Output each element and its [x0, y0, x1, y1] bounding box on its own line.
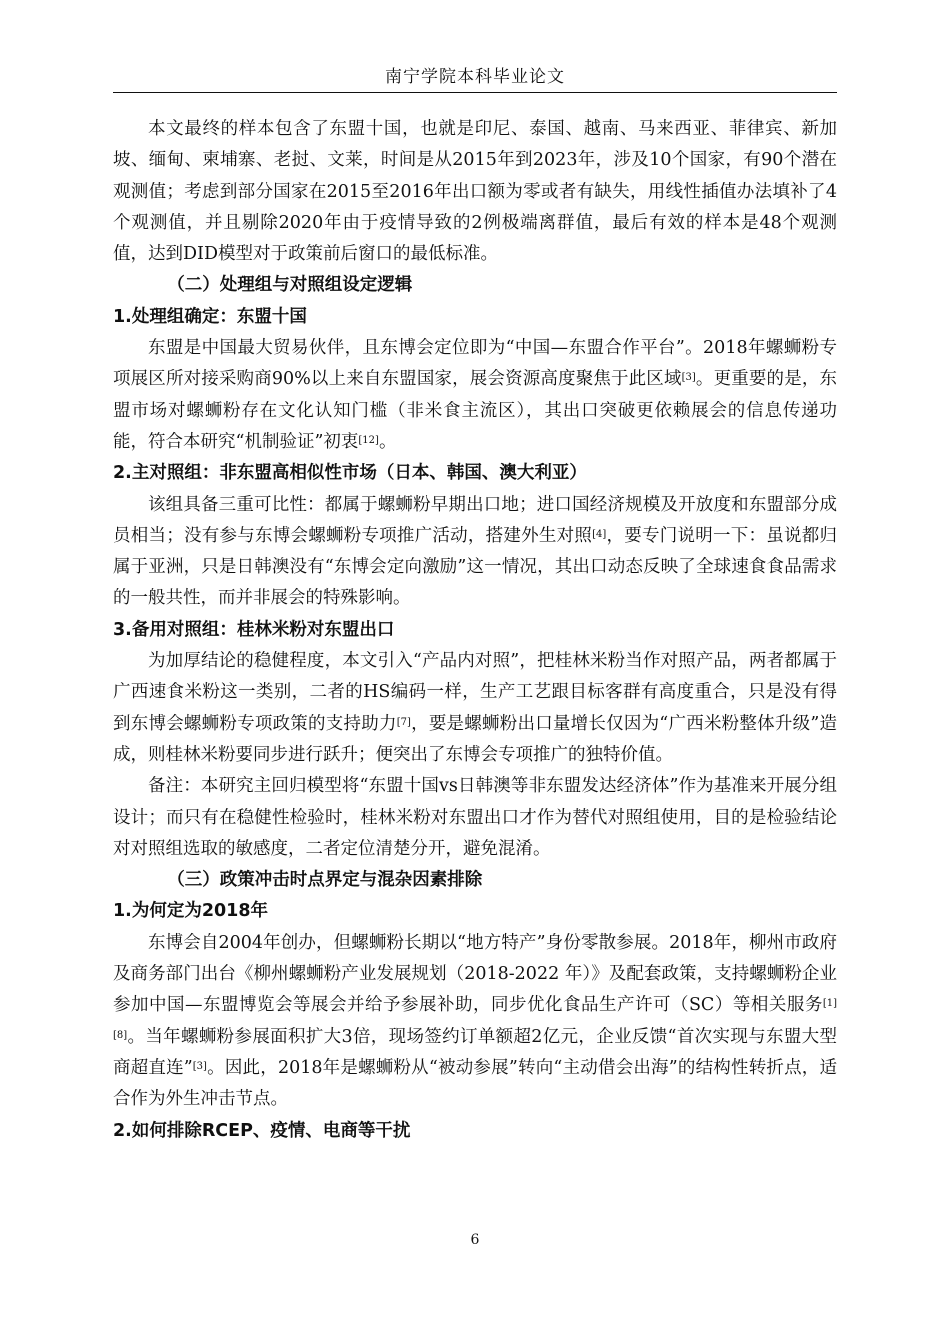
citation-ref: [3] — [192, 1060, 207, 1072]
paragraph-text: 东博会自2004年创办，但螺蛳粉长期以“地方特产”身份零散参展。2018年，柳州市政府及商务部门出台《柳州螺蛳粉产业发展规划（2018-2022 年）》及配套政策，支持螺蛳粉企业参加中国—东盟博览会等展会并给予参展补助，同步优化食品生产许可（SC）等相关服务 — [113, 932, 837, 1016]
paragraph-why-2018 — [113, 928, 837, 1116]
subheading-backup-control-group: 3.备用对照组：桂林米粉对东盟出口 — [113, 619, 395, 640]
paragraph-text: 。更重要的是，东盟市场对螺蛳粉存在文化认知门槛（非米食主流区），其出口突破更依赖展会的信息传递功能，符合本研究“机制验证”初衷 — [113, 369, 837, 452]
paragraph-text: ，要是螺蛳粉出口量增长仅因为“广西米粉整体升级”造成，则桂林米粉要同步进行跃升；便突出了东博会专项推广的独特价值。 — [113, 713, 837, 765]
page-number: 6 — [470, 1232, 480, 1248]
paragraph-note: 备注：本研究主回归模型将“东盟十国vs日韩澳等非东盟发达经济体”作为基准来开展分组设计；而只有在稳健性检验时，桂林米粉对东盟出口才作为替代对照组使用，目的是检验结论对对照组选取的敏感度，二者定位清楚分开，避免混淆。 — [113, 776, 837, 859]
paragraph-text: 东盟是中国最大贸易伙伴，且东博会定位即为“中国—东盟合作平台”。2018年螺蛳粉专项展区所对接采购商90%以上来自东盟国家，展会资源高度聚焦于此区域 — [113, 338, 837, 390]
paragraph-text: 该组具备三重可比性：都属于螺蛳粉早期出口地；进口国经济规模及开放度和东盟部分成员相当；没有参与东博会螺蛳粉专项推广活动，搭建外生对照 — [113, 494, 837, 546]
citation-ref: [12] — [358, 434, 379, 446]
paragraph-backup-control-group — [113, 646, 837, 771]
section-heading-2: （二）处理组与对照组设定逻辑 — [167, 275, 413, 296]
citation-ref: [4] — [592, 528, 607, 540]
citation-ref: [3] — [681, 372, 696, 384]
paragraph-text: 。 — [378, 431, 397, 452]
subheading-treatment-group: 1.处理组确定：东盟十国 — [113, 306, 307, 327]
subheading-why-2018: 1.为何定为2018年 — [113, 901, 269, 922]
paragraph-text: ，要专门说明一下：虽说都归属于亚洲，只是日韩澳没有“东博会定向激励”这一情况，其出口动态反映了全球速食食品需求的一般共性，而并非展会的特殊影响。 — [113, 525, 838, 609]
paragraph-text: 。当年螺蛳粉参展面积扩大3倍，现场签约订单额超2亿元，企业反馈“首次实现与东盟大型商超直连” — [113, 1026, 837, 1078]
page-header-title: 南宁学院本科毕业论文 — [385, 67, 565, 87]
paragraph-treatment-group — [113, 333, 837, 458]
header-divider — [113, 92, 837, 93]
body-content — [113, 114, 837, 1147]
section-heading-3: （三）政策冲击时点界定与混杂因素排除 — [167, 870, 483, 891]
citation-ref: [7] — [396, 716, 411, 728]
paragraph-main-control-group — [113, 490, 837, 615]
subheading-main-control-group: 2.主对照组：非东盟高相似性市场（日本、韩国、澳大利亚） — [113, 463, 587, 484]
paragraph-sample-description: 本文最终的样本包含了东盟十国，也就是印尼、泰国、越南、马来西亚、菲律宾、新加坡、缅甸、柬埔寨、老挝、文莱，时间是从2015年到2023年，涉及10个国家，有90个潜在观测值；考虑到部分国家在2015至2016年出口额为零或者有缺失，用线性插值办法填补了4个观测值，并且剔除2020年由于疫情导致的2例极端离群值，最后有效的样本是48个观测值，达到DID模型对于政策前后窗口的最低标准。 — [113, 119, 837, 265]
subheading-exclude-confounders: 2.如何排除RCEP、疫情、电商等干扰 — [113, 1120, 411, 1141]
paragraph-text: 为加厚结论的稳健程度，本文引入“产品内对照”，把桂林米粉当作对照产品，两者都属于广西速食米粉这一类别，二者的HS编码一样，生产工艺跟目标客群有高度重合，只是没有得到东博会螺蛳粉专项政策的支持助力 — [113, 651, 837, 734]
paragraph-text: 。因此，2018年是螺蛳粉从“被动参展”转向“主动借会出海”的结构性转折点，适合作为外生冲击节点。 — [113, 1057, 837, 1110]
citation-ref: [1][8] — [113, 998, 837, 1041]
